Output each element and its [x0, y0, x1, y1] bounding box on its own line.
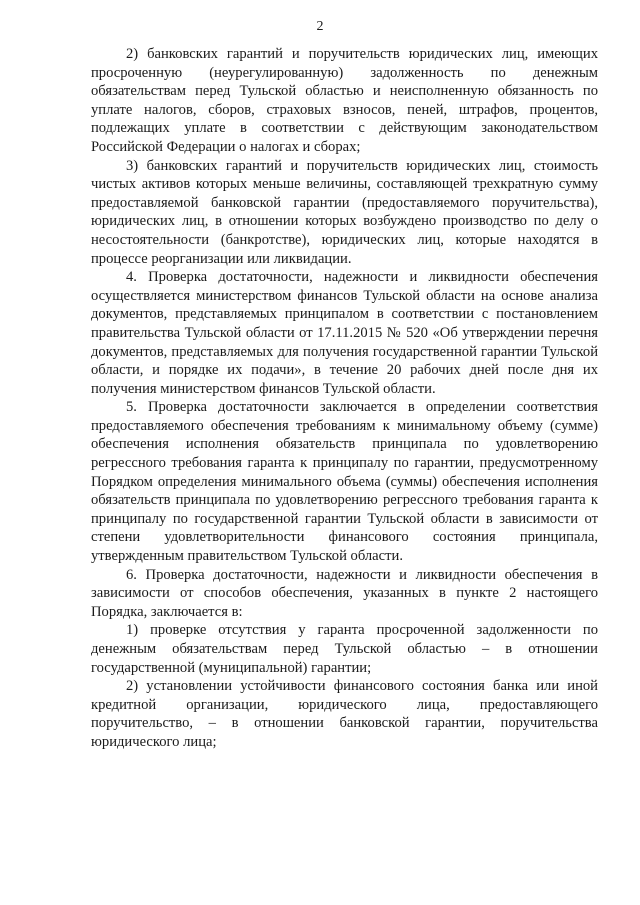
paragraph-item-2: 2) банковских гарантий и поручительств юридических лиц, имеющих просроченную (неурегулированную) задолженность по денежным обязательствам перед Тульской областью и неисполненную обязанность по уплате налогов, сборов, страховых взносов, пеней, штрафов, процентов, подлежащих уплате в соответствии с действующим законодательством Российской Федерации о налогах и сборах;: [91, 46, 598, 155]
paragraph-item-3: 3) банковских гарантий и поручительств юридических лиц, стоимость чистых активов которых меньше величины, составляющей трехкратную сумму предоставляемой банковской гарантии (предоставляемого поручительства), юридических лиц, в отношении которых возбуждено производство по делу о несостоятельности (банкротстве), юридических лиц, которые находятся в процессе реорганизации или ликвидации.: [91, 157, 598, 267]
paragraph-clause-4: 4. Проверка достаточности, надежности и ликвидности обеспечения осуществляется министерством финансов Тульской области на основе анализа документов, представляемых принципалом в соответствии с постановлением правительства Тульской области от 17.11.2015 № 520 «Об утверждении перечня документов, представляемых для получения государственной гарантии Тульской области, и порядке их подачи», в течение 20 рабочих дней после дня их получения министерством финансов Тульской области.: [91, 269, 598, 397]
paragraph-clause-6: 6. Проверка достаточности, надежности и ликвидности обеспечения в зависимости от способов обеспечения, указанных в пункте 2 настоящего Порядка, заключается в:: [91, 566, 598, 620]
page-number: 2: [316, 19, 324, 34]
paragraph-subitem-1: 1) проверке отсутствия у гаранта просроченной задолженности по денежным обязательствам перед Тульской областью – в отношении государственной (муниципальной) гарантии;: [91, 622, 598, 676]
paragraph-subitem-2: 2) установлении устойчивости финансового состояния банка или иной кредитной организации, юридического лица, предоставляющего поручительство, – в отношении банковской гарантии, поручительства юридического лица;: [91, 678, 598, 750]
document-body: [91, 45, 598, 752]
paragraph-clause-5: 5. Проверка достаточности заключается в определении соответствия предоставляемого обеспечения требованиям к минимальному объему (сумме) обеспечения исполнения обязательств принципала по удовлетворению регрессного требования гаранта к принципалу по гарантии, предусмотренному Порядком определения минимального объема (суммы) обеспечения исполнения обязательств принципала по удовлетворению регрессного требования гаранта к принципалу по государственной гарантии Тульской области в зависимости от степени удовлетворительности финансового состояния принципала, утвержденным правительством Тульской области.: [91, 399, 598, 565]
